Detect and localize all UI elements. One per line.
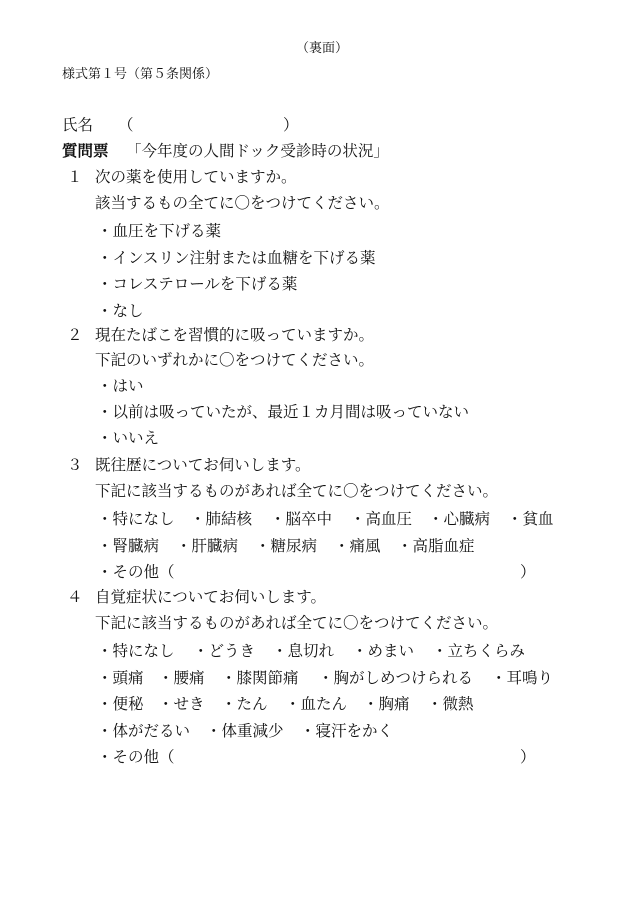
q3-option[interactable]: ・腎臓病 bbox=[97, 537, 160, 555]
q4-other-close-paren: ） bbox=[520, 748, 536, 766]
q4-option[interactable]: ・頭痛 bbox=[97, 669, 144, 687]
q1-number: １ bbox=[67, 168, 83, 186]
q3-other-label[interactable]: ・その他（ bbox=[97, 563, 175, 581]
q1-option[interactable]: ・インスリン注射または血糖を下げる薬 bbox=[97, 249, 376, 267]
q4-instruction: 下記に該当するものがあれば全てに〇をつけてください。 bbox=[95, 614, 499, 632]
q1-question: 次の薬を使用していますか。 bbox=[95, 168, 297, 186]
q3-option[interactable]: ・貧血 bbox=[507, 510, 554, 528]
q4-option[interactable]: ・たん bbox=[221, 695, 268, 713]
q4-option[interactable]: ・息切れ bbox=[272, 642, 335, 660]
q3-option[interactable]: ・心臓病 bbox=[428, 510, 491, 528]
q4-option[interactable]: ・特になし bbox=[97, 642, 175, 660]
q2-option[interactable]: ・いいえ bbox=[97, 429, 160, 447]
q3-option[interactable]: ・特になし bbox=[97, 510, 175, 528]
q4-option[interactable]: ・耳鳴り bbox=[491, 669, 554, 687]
name-label: 氏名 bbox=[62, 116, 94, 134]
q4-option[interactable]: ・体重減少 bbox=[206, 722, 284, 740]
q4-option[interactable]: ・どうき bbox=[193, 642, 256, 660]
q4-option[interactable]: ・腰痛 bbox=[158, 669, 205, 687]
q4-option[interactable]: ・膝関節痛 bbox=[221, 669, 299, 687]
q3-option[interactable]: ・脳卒中 bbox=[270, 510, 333, 528]
questionnaire-title: 「今年度の人間ドック受診時の状況」 bbox=[126, 142, 389, 160]
form-number-label: 様式第１号（第５条関係） bbox=[62, 67, 219, 82]
q2-instruction: 下記のいずれかに〇をつけてください。 bbox=[95, 351, 375, 369]
questionnaire-label: 質問票 bbox=[62, 141, 109, 160]
q4-question: 自覚症状についてお伺いします。 bbox=[95, 588, 326, 606]
q4-other-label[interactable]: ・その他（ bbox=[97, 748, 175, 766]
q4-number: ４ bbox=[67, 588, 83, 606]
q3-instruction: 下記に該当するものがあれば全てに〇をつけてください。 bbox=[95, 482, 499, 500]
q4-option[interactable]: ・立ちくらみ bbox=[432, 642, 526, 660]
q3-option[interactable]: ・肺結核 bbox=[190, 510, 253, 528]
q2-number: ２ bbox=[67, 326, 83, 344]
page-side-label: （裏面） bbox=[296, 41, 349, 56]
name-open-paren: （ bbox=[118, 116, 134, 134]
q3-option[interactable]: ・糖尿病 bbox=[255, 537, 318, 555]
q4-option[interactable]: ・せき bbox=[158, 695, 205, 713]
q3-number: ３ bbox=[67, 456, 83, 474]
q1-option[interactable]: ・なし bbox=[97, 302, 144, 320]
q1-option[interactable]: ・血圧を下げる薬 bbox=[97, 222, 222, 240]
q4-option[interactable]: ・微熱 bbox=[427, 695, 474, 713]
q3-option[interactable]: ・痛風 bbox=[334, 537, 381, 555]
q4-option[interactable]: ・胸がしめつけられる bbox=[318, 669, 474, 687]
q4-option[interactable]: ・寝汗をかく bbox=[300, 722, 394, 740]
q3-option[interactable]: ・高脂血症 bbox=[397, 537, 475, 555]
q1-option[interactable]: ・コレステロールを下げる薬 bbox=[97, 275, 298, 293]
q4-option[interactable]: ・体がだるい bbox=[97, 722, 191, 740]
q3-question: 既往歴についてお伺いします。 bbox=[95, 456, 311, 474]
q4-option[interactable]: ・胸痛 bbox=[363, 695, 410, 713]
q4-option[interactable]: ・めまい bbox=[352, 642, 415, 660]
q4-option[interactable]: ・血たん bbox=[285, 695, 348, 713]
q3-option[interactable]: ・肝臓病 bbox=[176, 537, 239, 555]
q2-question: 現在たばこを習慣的に吸っていますか。 bbox=[95, 326, 375, 344]
q2-option[interactable]: ・はい bbox=[97, 377, 144, 395]
q1-instruction: 該当するもの全てに〇をつけてください。 bbox=[95, 194, 390, 212]
name-close-paren: ） bbox=[283, 116, 299, 134]
q3-option[interactable]: ・高血圧 bbox=[350, 510, 413, 528]
q3-other-close-paren: ） bbox=[520, 563, 536, 581]
q2-option[interactable]: ・以前は吸っていたが、最近１カ月間は吸っていない bbox=[97, 403, 470, 421]
q4-option[interactable]: ・便秘 bbox=[97, 695, 144, 713]
